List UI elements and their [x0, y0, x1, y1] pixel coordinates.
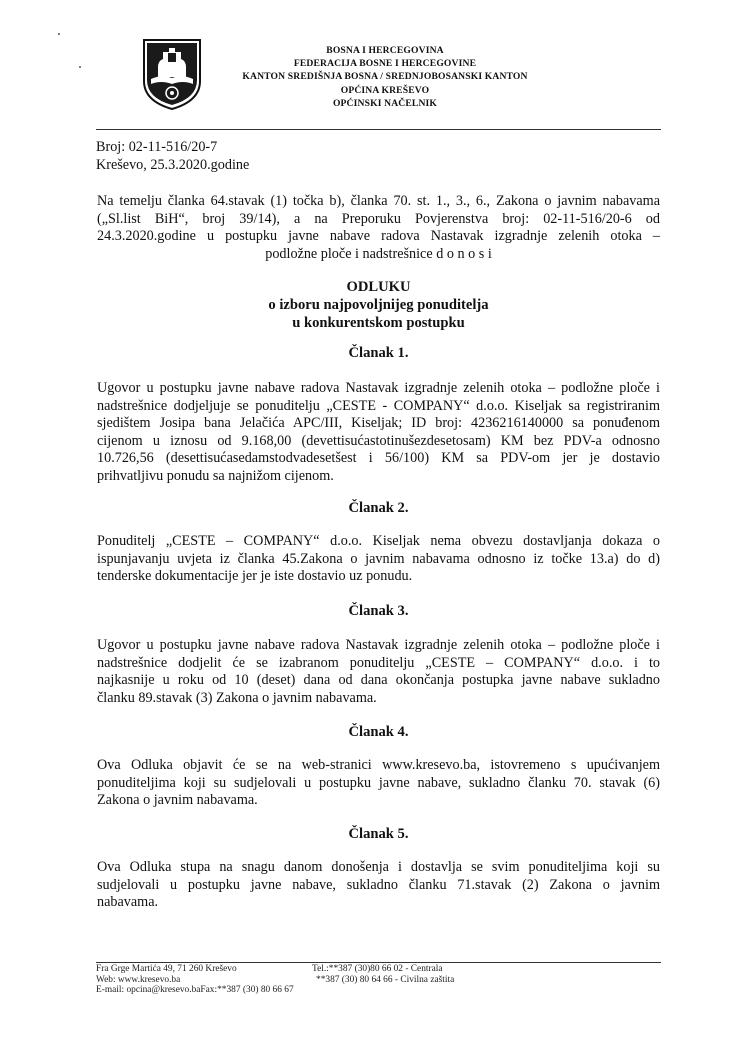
reference-number: Broj: 02-11-516/20-7	[96, 139, 218, 155]
text-line: Ugovor u postupku javne nabave radova Nastavak izgradnje zelenih otoka – podložne ploče i	[97, 380, 660, 396]
issuer-header	[205, 44, 565, 110]
text-line: nabavama.	[97, 894, 159, 910]
article-3-body	[97, 637, 660, 707]
municipality-crest-icon	[141, 37, 203, 111]
footer-phone-central: Tel.:**387 (30)80 66 02 - Centrala	[312, 964, 443, 974]
text-line: sjedištem Josipa bana Jelačića APC/III, Kiseljak; ID broj: 4236216140000 sa ponuđenom	[97, 415, 660, 431]
text-line: sudjelovali u postupku javne nabave, sukladno članku 71.stavak (2) Zakona o javnim	[97, 876, 660, 893]
text-line: Ugovor u postupku javne nabave radova Nastavak izgradnje zelenih otoka – podložne ploče i	[97, 637, 660, 653]
decision-title	[97, 278, 660, 332]
text-line: ponuditeljima koji su sudjelovali u postupku javne nabave, sukladno članku 70. stavak (6)	[97, 774, 660, 791]
text-line: najkasnije u roku od 10 (deset) dana od dana okončanja postupka javne nabave sukladno	[97, 672, 660, 688]
article-4-heading: Članak 4.	[348, 724, 409, 740]
text-line: tenderske dokumentacije jer je iste dostavio uz ponudu.	[97, 568, 413, 584]
text-line: Zakona o javnim nabavama.	[97, 792, 258, 808]
municipality-line: OPĆINA KREŠEVO	[340, 84, 430, 96]
footer-contact-address	[96, 964, 294, 996]
article-5-body	[97, 859, 660, 912]
text-line: 24.3.2020.godine u postupku javne nabave radova Nastavak izgradnje zelenih otoka –	[97, 228, 660, 244]
preamble-paragraph	[97, 193, 660, 263]
text-line: članku 89.stavak (3) Zakona o javnim nabavama.	[97, 689, 377, 706]
text-line: nadstrešnice dodjeljuje se ponuditelju „CESTE - COMPANY“ d.o.o. Kiseljak sa registriranim	[97, 397, 660, 414]
text-line: podložne ploče i nadstrešnice d o n o s i	[265, 245, 492, 262]
text-line: ispunjavanju uvjeta iz članka 45.Zakona o javnim nabavama odnosno iz točke 13.a) do d)	[97, 550, 660, 567]
text-line: 10.726,56 (desettisućasedamstodvadesetšest i 56/100) KM sa PDV-om jer je dostavio	[97, 450, 660, 466]
footer-web: Web: www.kresevo.ba	[96, 974, 181, 985]
footer-email-fax: E-mail: opcina@kresevo.baFax:**387 (30) 80 66 67	[96, 985, 294, 996]
text-line: Ova Odluka objavit će se na web-stranici www.kresevo.ba, istovremeno s upućivanjem	[97, 757, 660, 773]
text-line: prihvatljivu ponudu sa najnižom cijenom.	[97, 467, 334, 484]
text-line: Ponuditelj „CESTE – COMPANY“ d.o.o. Kiseljak nema obvezu dostavljanja dokaza o	[97, 533, 660, 549]
title-subline: o izboru najpovoljnijeg ponuditelja	[268, 297, 489, 313]
article-3-heading: Članak 3.	[348, 603, 409, 619]
text-line: Na temelju članka 64.stavak (1) točka b), članka 70. st. 1., 3., 6., Zakona o javnim nabavama	[97, 193, 660, 209]
footer-phone-civil-protection: **387 (30) 80 64 66 - Civilna zaštita	[316, 974, 455, 985]
text-line: Ova Odluka stupa na snagu danom donošenja i dostavlja se svim ponuditeljima koji su	[97, 859, 660, 875]
text-line: cijenom u iznosu od 9.168,00 (devettisućastotinušezdesetosam) KM bez PDV-a odnosno	[97, 432, 660, 449]
footer-address: Fra Grge Martića 49, 71 260 Kreševo	[96, 964, 237, 974]
header-divider	[96, 129, 661, 130]
article-4-body	[97, 757, 660, 810]
scan-speck	[58, 33, 60, 35]
article-2-body	[97, 533, 660, 586]
footer-divider	[96, 962, 661, 963]
canton-line: KANTON SREDIŠNJA BOSNA / SREDNJOBOSANSKI KANTON	[242, 71, 528, 83]
title-main: ODLUKU	[346, 279, 411, 295]
place-and-date: Kreševo, 25.3.2020.godine	[96, 156, 250, 173]
office-line: OPĆINSKI NAČELNIK	[332, 97, 438, 109]
text-line: („Sl.list BiH“, broj 39/14), a na Preporuku Povjerenstva broj: 02-11-516/20-6 od	[97, 210, 660, 227]
article-5-heading: Članak 5.	[348, 826, 409, 842]
article-1-body	[97, 380, 660, 485]
document-reference	[96, 139, 249, 174]
footer-contact-phones	[312, 964, 454, 985]
federation-line: FEDERACIJA BOSNE I HERCEGOVINE	[293, 58, 477, 70]
country-line: BOSNA I HERCEGOVINA	[326, 45, 444, 56]
scan-speck	[79, 66, 81, 68]
article-1-heading: Članak 1.	[348, 345, 409, 361]
article-2-heading: Članak 2.	[348, 500, 409, 516]
title-subline: u konkurentskom postupku	[292, 315, 465, 331]
text-line: nadstrešnice dodjelit će se izabranom ponuditelju „CESTE – COMPANY“ d.o.o. i to	[97, 654, 660, 671]
